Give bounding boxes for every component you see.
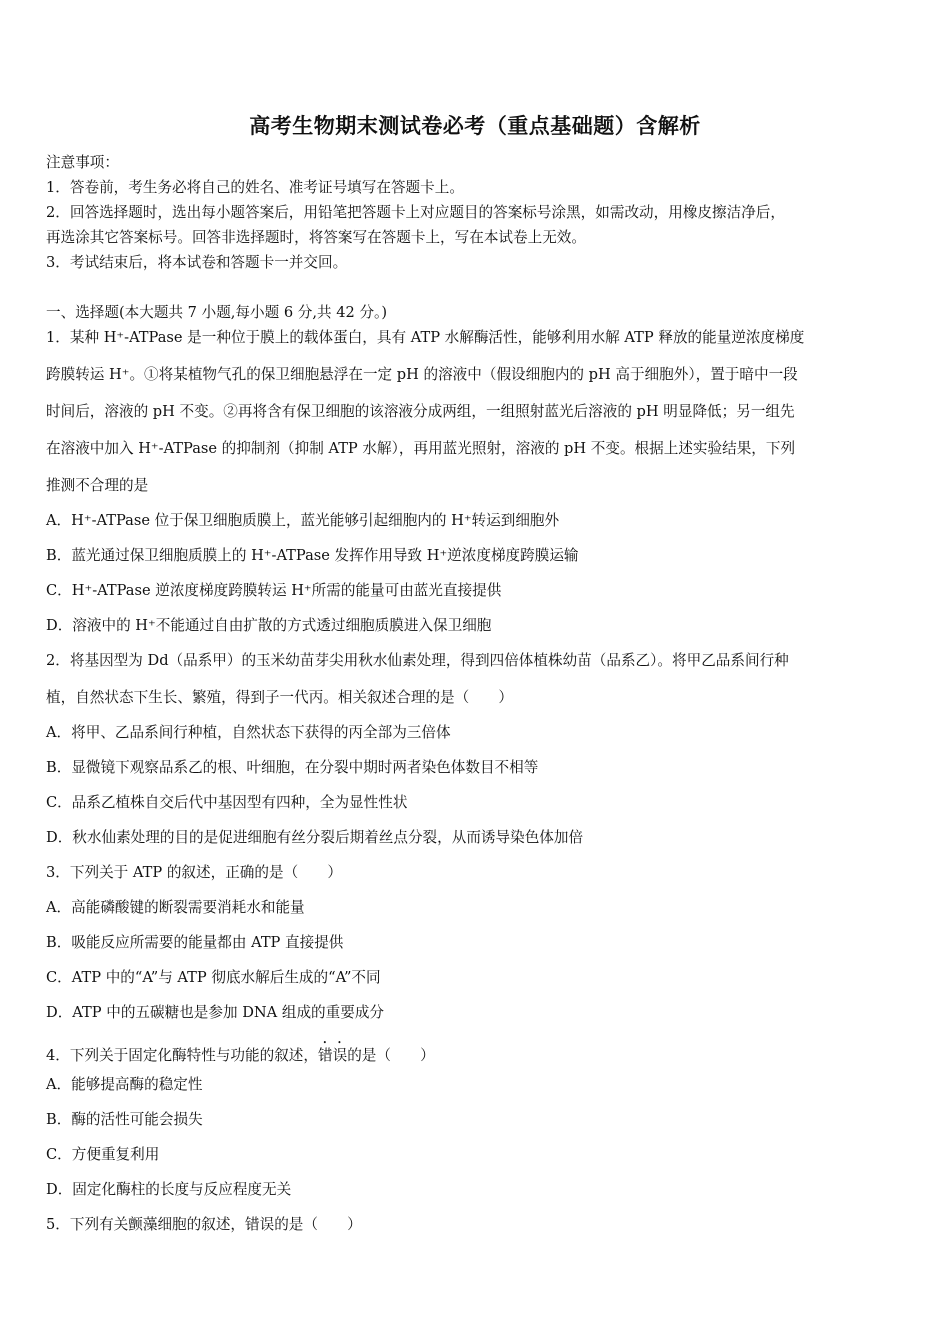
- q2-stem-line-1: 2．将基因型为 Dd（品系甲）的玉米幼苗芽尖用秋水仙素处理，得到四倍体植株幼苗（品系乙）。将甲乙品系间行种: [46, 652, 789, 669]
- q4-option-b: B．酶的活性可能会损失: [46, 1111, 203, 1128]
- q1-option-b: B．蓝光通过保卫细胞质膜上的 H⁺-ATPase 发挥作用导致 H⁺逆浓度梯度跨膜运输: [46, 547, 579, 564]
- q2-option-d: D．秋水仙素处理的目的是促进细胞有丝分裂后期着丝点分裂，从而诱导染色体加倍: [46, 829, 584, 846]
- q4-option-c: C．方便重复利用: [46, 1146, 160, 1163]
- q2-option-a: A．将甲、乙品系间行种植，自然状态下获得的丙全部为三倍体: [46, 724, 451, 741]
- q5-stem: 5．下列有关颤藻细胞的叙述，错误的是（ ）: [46, 1216, 362, 1233]
- q2-option-c: C．品系乙植株自交后代中基因型有四种，全为显性性状: [46, 794, 408, 811]
- q3-option-c: C．ATP 中的“A”与 ATP 彻底水解后生成的“A”不同: [46, 969, 381, 986]
- notice-item-1: 1．答卷前，考生务必将自己的姓名、准考证号填写在答题卡上。: [46, 179, 464, 196]
- q3-stem: 3．下列关于 ATP 的叙述，正确的是（ ）: [46, 864, 342, 881]
- q4-option-a: A．能够提高酶的稳定性: [46, 1076, 203, 1093]
- q4-stem-before: 4．下列关于固定化酶特性与功能的叙述，: [46, 1047, 318, 1064]
- notice-item-2-cont: 再选涂其它答案标号。回答非选择题时，将答案写在答题卡上，写在本试卷上无效。: [46, 229, 586, 246]
- q1-stem-line-3: 时间后，溶液的 pH 不变。②再将含有保卫细胞的该溶液分成两组，一组照射蓝光后溶液的 pH 明显降低；另一组先: [46, 403, 795, 420]
- q2-stem-line-2: 植，自然状态下生长、繁殖，得到子一代丙。相关叙述合理的是（ ）: [46, 689, 514, 706]
- q4-stem-emphasis: 错误: [317, 1047, 348, 1064]
- q1-stem-line-1: 1．某种 H⁺-ATPase 是一种位于膜上的载体蛋白，具有 ATP 水解酶活性，能够利用水解 ATP 释放的能量逆浓度梯度: [46, 329, 805, 346]
- notice-item-2: 2．回答选择题时，选出每小题答案后，用铅笔把答题卡上对应题目的答案标号涂黑，如需改动，用橡皮擦洁净后，: [46, 204, 785, 221]
- q1-option-a: A．H⁺-ATPase 位于保卫细胞质膜上，蓝光能够引起细胞内的 H⁺转运到细胞外: [46, 512, 560, 529]
- notice-item-3: 3．考试结束后，将本试卷和答题卡一并交回。: [46, 254, 348, 271]
- q1-option-d: D．溶液中的 H⁺不能通过自由扩散的方式透过细胞质膜进入保卫细胞: [46, 617, 492, 634]
- q4-stem: [46, 1039, 916, 1066]
- q2-option-b: B．显微镜下观察品系乙的根、叶细胞，在分裂中期时两者染色体数目不相等: [46, 759, 539, 776]
- section-heading: 一、选择题(本大题共 7 小题,每小题 6 分,共 42 分。): [46, 304, 388, 321]
- q3-option-d: D．ATP 中的五碳糖也是参加 DNA 组成的重要成分: [46, 1004, 385, 1021]
- notice-heading: 注意事项：: [46, 154, 119, 171]
- q4-stem-after: 的是（ ）: [347, 1047, 435, 1064]
- q1-option-c: C．H⁺-ATPase 逆浓度梯度跨膜转运 H⁺所需的能量可由蓝光直接提供: [46, 582, 502, 599]
- q3-option-a: A．高能磷酸键的断裂需要消耗水和能量: [46, 899, 305, 916]
- page-title: 高考生物期末测试卷必考（重点基础题）含解析: [249, 114, 701, 138]
- q1-stem-line-4: 在溶液中加入 H⁺-ATPase 的抑制剂（抑制 ATP 水解），再用蓝光照射，溶液的 pH 不变。根据上述实验结果，下列: [46, 440, 796, 457]
- q3-option-b: B．吸能反应所需要的能量都由 ATP 直接提供: [46, 934, 344, 951]
- q1-stem-line-5: 推测不合理的是: [46, 477, 149, 494]
- q4-option-d: D．固定化酶柱的长度与反应程度无关: [46, 1181, 292, 1198]
- q1-stem-line-2: 跨膜转运 H⁺。①将某植物气孔的保卫细胞悬浮在一定 pH 的溶液中（假设细胞内的 pH 高于细胞外），置于暗中一段: [46, 366, 798, 383]
